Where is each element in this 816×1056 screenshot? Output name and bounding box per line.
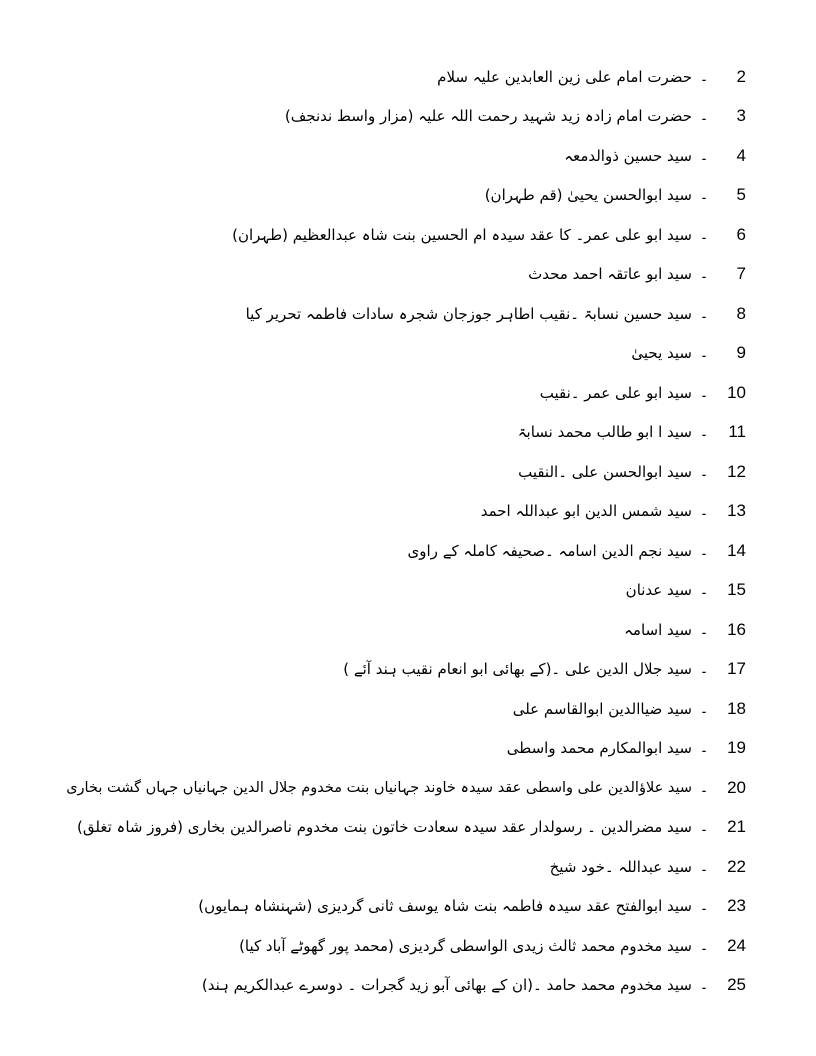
entry-number: 13 bbox=[727, 501, 746, 521]
entry-separator: ۔ bbox=[699, 976, 709, 994]
list-item bbox=[46, 452, 746, 492]
entry-number: 11 bbox=[728, 422, 746, 442]
list-item bbox=[46, 729, 746, 769]
list-item bbox=[46, 808, 746, 848]
entry-separator: ۔ bbox=[699, 67, 709, 85]
list-item bbox=[46, 966, 746, 1006]
list-item bbox=[46, 926, 746, 966]
entry-number: 7 bbox=[736, 264, 746, 284]
entry-separator: ۔ bbox=[699, 739, 709, 757]
entry-text: سید مخدوم محمد ثالث زیدی الواسطی گردیزی (محمد پور گھوٹے آباد کیا) bbox=[239, 936, 692, 955]
entry-text: سید حسین نسابۃ ۔نقیب اطاہر جوزجان شجرہ سادات فاطمہ تحریر کیا bbox=[245, 304, 692, 323]
entry-separator: ۔ bbox=[699, 778, 709, 796]
entry-number: 16 bbox=[727, 619, 746, 639]
list-item bbox=[46, 887, 746, 927]
list-item bbox=[46, 57, 746, 97]
entry-number: 18 bbox=[727, 698, 746, 718]
entry-separator: ۔ bbox=[699, 660, 709, 678]
entry-text: سید عبداللہ ۔خود شیخ bbox=[549, 857, 692, 876]
entry-separator: ۔ bbox=[699, 265, 709, 283]
entry-number: 23 bbox=[727, 896, 746, 916]
entry-text: سید ابو علی عمر ۔نقیب bbox=[539, 383, 692, 402]
entry-number: 4 bbox=[736, 145, 746, 165]
entry-text: سید جلال الدین علی ۔(کے بھائی ابو انعام نقیب ہند آئے ) bbox=[343, 660, 692, 679]
entry-separator: ۔ bbox=[699, 225, 709, 243]
list-item bbox=[46, 215, 746, 255]
entry-text: سید حسین ذوالدمعہ bbox=[564, 146, 692, 165]
entry-number: 22 bbox=[727, 856, 746, 876]
entry-text: سید ا ابو طالب محمد نسابۃ bbox=[517, 423, 692, 442]
entry-text: سید ابوالحسن علی ۔النقیب bbox=[518, 462, 692, 481]
entry-text: سید مخدوم محمد حامد ۔(ان کے بھائی آبو زید گجرات ۔ دوسرے عبدالکریم ہند) bbox=[201, 976, 692, 995]
list-item bbox=[46, 847, 746, 887]
entry-text: حضرت امام زادہ زید شہید رحمت اللہ علیہ (مزار واسط ندنجف) bbox=[284, 107, 692, 126]
entry-number: 10 bbox=[727, 382, 746, 402]
list-item bbox=[46, 689, 746, 729]
entry-separator: ۔ bbox=[699, 423, 709, 441]
entry-separator: ۔ bbox=[699, 818, 709, 836]
list-item bbox=[46, 255, 746, 295]
list-item bbox=[46, 334, 746, 374]
entry-separator: ۔ bbox=[699, 897, 709, 915]
entry-number: 9 bbox=[736, 343, 746, 363]
entry-text: سید علاؤالدین علی واسطی عقد سیدہ خاوند جہانیاں بنت مخدوم جلال الدین جہانیاں جہاں گشت بخاری bbox=[66, 779, 692, 796]
entry-text: سید مضرالدین ۔ رسولدار عقد سیدہ سعادت خاتون بنت مخدوم ناصرالدین بخاری (فروز شاہ تغلق) bbox=[77, 818, 692, 837]
list-item bbox=[46, 413, 746, 453]
entry-text: سید اسامہ bbox=[624, 620, 692, 639]
entry-number: 25 bbox=[727, 975, 746, 995]
list-item bbox=[46, 294, 746, 334]
entry-separator: ۔ bbox=[699, 146, 709, 164]
entry-separator: ۔ bbox=[699, 107, 709, 125]
entry-text: سید یحییٰ bbox=[631, 344, 692, 363]
list-item bbox=[46, 650, 746, 690]
entry-number: 15 bbox=[727, 580, 746, 600]
entry-number: 14 bbox=[727, 540, 746, 560]
entry-number: 3 bbox=[736, 106, 746, 126]
entry-text: سید ابوالمکارم محمد واسطی bbox=[506, 739, 692, 758]
entry-number: 19 bbox=[727, 738, 746, 758]
list-item bbox=[46, 768, 746, 808]
entry-text: سید ابوالحسن یحییٰ (قم طہران) bbox=[484, 186, 692, 205]
entry-number: 2 bbox=[736, 66, 746, 86]
entry-text: سید ابو عاتقہ احمد محدث bbox=[528, 265, 692, 284]
entry-text: سید عدنان bbox=[625, 581, 692, 600]
list-item bbox=[46, 531, 746, 571]
list-item bbox=[46, 176, 746, 216]
list-item bbox=[46, 97, 746, 137]
entry-number: 5 bbox=[736, 185, 746, 205]
entry-text: سید ابو علی عمر۔ کا عقد سیدہ ام الحسین بنت شاہ عبدالعظیم (طہران) bbox=[232, 225, 692, 244]
list-item bbox=[46, 492, 746, 532]
entry-separator: ۔ bbox=[699, 383, 709, 401]
list-item bbox=[46, 571, 746, 611]
entry-number: 24 bbox=[727, 935, 746, 955]
entry-number: 21 bbox=[727, 817, 746, 837]
entry-separator: ۔ bbox=[699, 699, 709, 717]
entry-number: 17 bbox=[727, 659, 746, 679]
entry-separator: ۔ bbox=[699, 462, 709, 480]
entry-text: سید نجم الدین اسامہ ۔صحیفہ کاملہ کے راوی bbox=[407, 541, 692, 560]
entry-text: سید ضیاالدین ابوالقاسم علی bbox=[512, 699, 692, 718]
entry-separator: ۔ bbox=[699, 541, 709, 559]
entry-separator: ۔ bbox=[699, 304, 709, 322]
list-item bbox=[46, 610, 746, 650]
list-item bbox=[46, 373, 746, 413]
entry-text: حضرت امام علی زین العابدین علیہ سلام bbox=[437, 67, 692, 86]
entry-separator: ۔ bbox=[699, 936, 709, 954]
entry-number: 12 bbox=[727, 461, 746, 481]
lineage-list bbox=[46, 57, 746, 1005]
entry-number: 6 bbox=[736, 224, 746, 244]
entry-number: 20 bbox=[727, 777, 746, 797]
list-item bbox=[46, 136, 746, 176]
entry-text: سید ابوالفتح عقد سیدہ فاطمہ بنت شاہ یوسف ثانی گردیزی (شہنشاہ ہمایوں) bbox=[198, 897, 692, 916]
entry-separator: ۔ bbox=[699, 344, 709, 362]
entry-separator: ۔ bbox=[699, 502, 709, 520]
entry-separator: ۔ bbox=[699, 581, 709, 599]
entry-text: سید شمس الدین ابو عبداللہ احمد bbox=[480, 502, 692, 521]
entry-separator: ۔ bbox=[699, 857, 709, 875]
entry-separator: ۔ bbox=[699, 186, 709, 204]
entry-number: 8 bbox=[736, 303, 746, 323]
entry-separator: ۔ bbox=[699, 620, 709, 638]
